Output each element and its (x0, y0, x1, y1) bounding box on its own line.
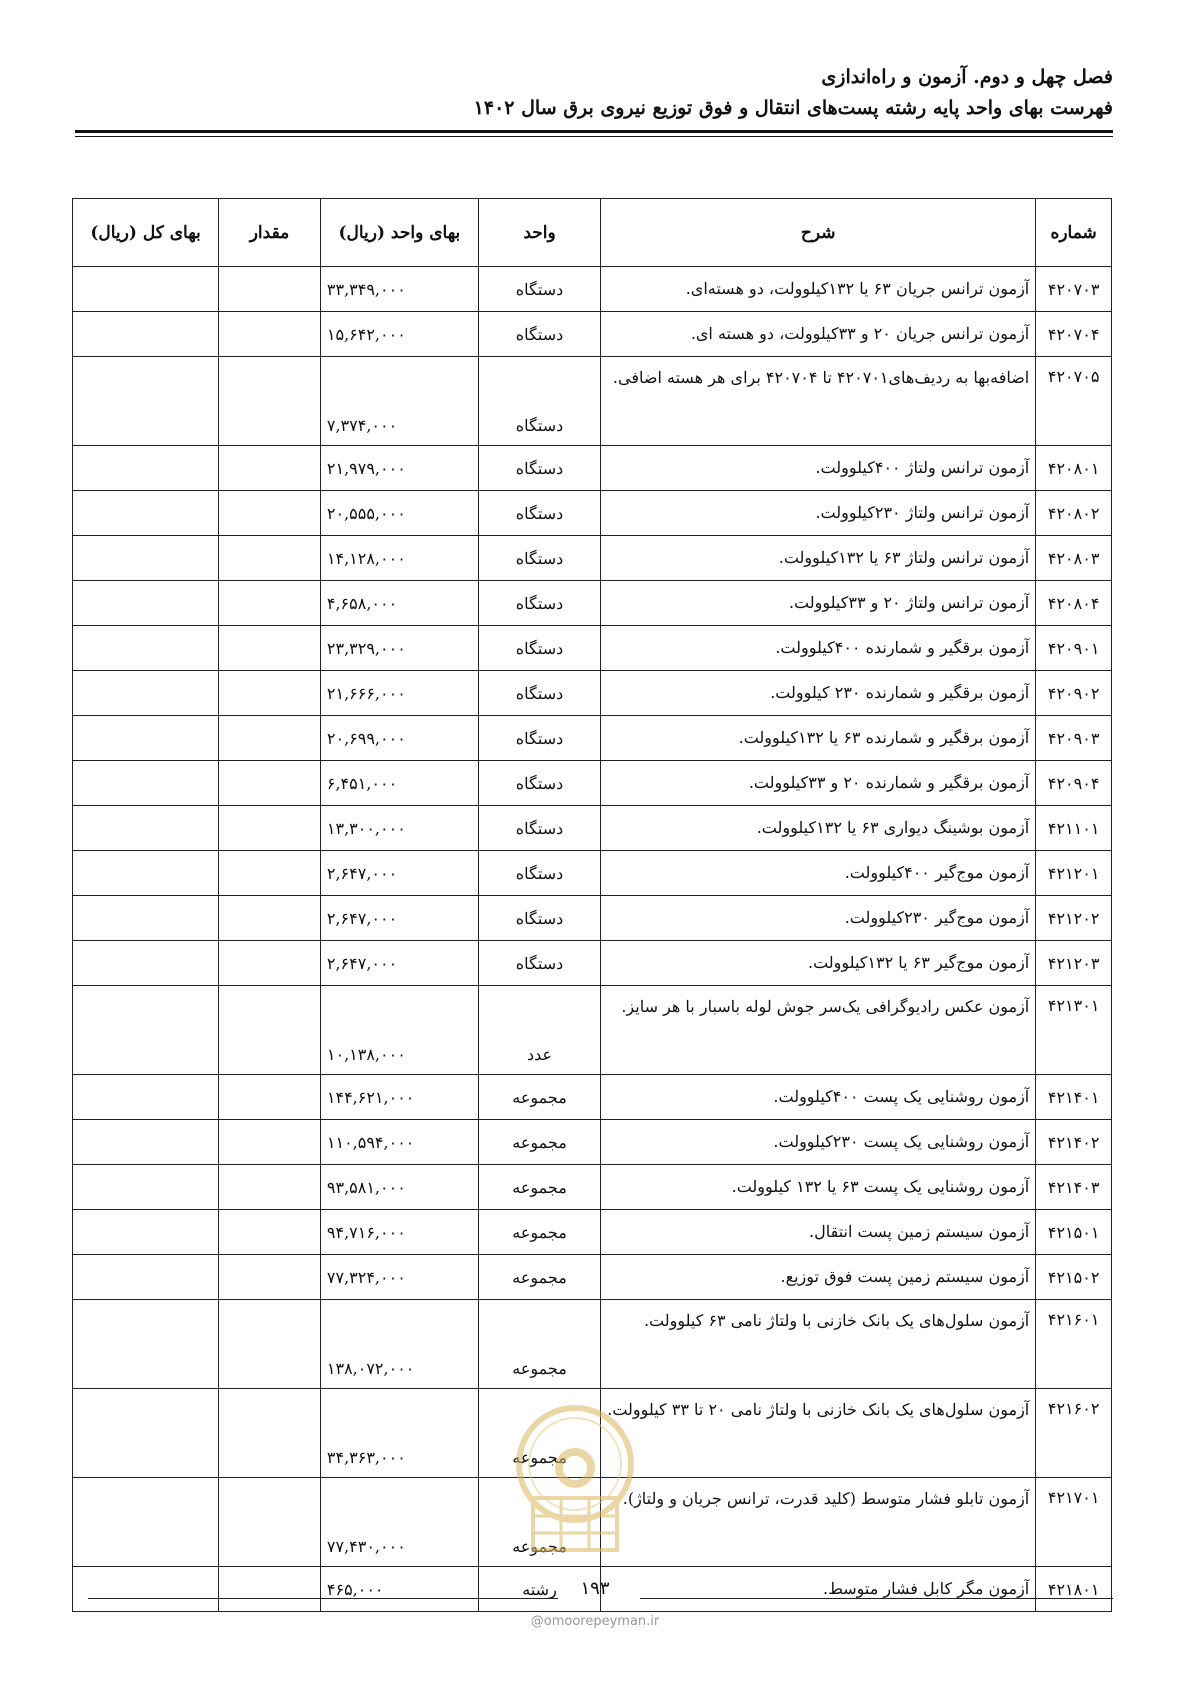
item-total (73, 851, 219, 896)
item-unit: مجموعه (478, 1389, 600, 1478)
item-total (73, 806, 219, 851)
item-code: ۴۲۰۹۰۳ (1036, 716, 1112, 761)
item-unit: دستگاه (478, 626, 600, 671)
item-qty (219, 1567, 321, 1612)
table-row (73, 806, 1112, 851)
table-row (73, 446, 1112, 491)
item-unit-price: ۳۴,۳۶۳,۰۰۰ (320, 1389, 478, 1478)
table-row (73, 491, 1112, 536)
item-code: ۴۲۱۸۰۱ (1036, 1567, 1112, 1612)
item-unit-price: ۴,۶۵۸,۰۰۰ (320, 581, 478, 626)
item-total (73, 312, 219, 357)
table-row (73, 851, 1112, 896)
item-total (73, 1300, 219, 1389)
item-code: ۴۲۱۲۰۲ (1036, 896, 1112, 941)
footer-rule-left (88, 1598, 558, 1599)
item-unit: مجموعه (478, 1478, 600, 1567)
chapter-title: فصل چهل و دوم. آزمون و راه‌اندازی (821, 66, 1113, 88)
item-code: ۴۲۰۹۰۲ (1036, 671, 1112, 716)
table-row (73, 267, 1112, 312)
item-description: اضافه‌بها به ردیف‌های۴۲۰۷۰۱ تا ۴۲۰۷۰۴ برای هر هسته اضافی. (601, 357, 1036, 446)
item-unit-price: ۹۴,۷۱۶,۰۰۰ (320, 1210, 478, 1255)
item-total (73, 626, 219, 671)
item-description: آزمون برقگیر و شمارنده ۶۳ یا ۱۳۲کیلوولت. (601, 716, 1036, 761)
item-code: ۴۲۱۴۰۲ (1036, 1120, 1112, 1165)
item-code: ۴۲۰۸۰۳ (1036, 536, 1112, 581)
item-code: ۴۲۱۳۰۱ (1036, 986, 1112, 1075)
item-unit: دستگاه (478, 851, 600, 896)
item-description: آزمون سلول‌های یک بانک خازنی با ولتاژ نامی ۶۳ کیلوولت. (601, 1300, 1036, 1389)
item-description: آزمون ترانس جریان ۲۰ و ۳۳کیلوولت، دو هسته ای. (601, 312, 1036, 357)
item-unit: دستگاه (478, 896, 600, 941)
item-unit: مجموعه (478, 1120, 600, 1165)
item-description: آزمون موج‌گیر ۶۳ یا ۱۳۲کیلوولت. (601, 941, 1036, 986)
item-unit-price: ۲,۶۴۷,۰۰۰ (320, 896, 478, 941)
item-qty (219, 1300, 321, 1389)
item-unit: دستگاه (478, 357, 600, 446)
item-code: ۴۲۱۵۰۲ (1036, 1255, 1112, 1300)
item-description: آزمون سلول‌های یک بانک خازنی با ولتاژ نامی ۲۰ تا ۳۳ کیلوولت. (601, 1389, 1036, 1478)
item-total (73, 357, 219, 446)
item-total (73, 446, 219, 491)
document-title: فهرست بهای واحد پایه رشته پست‌های انتقال و فوق توزیع نیروی برق سال ۱۴۰۲ (473, 97, 1113, 119)
item-qty (219, 1210, 321, 1255)
price-table (72, 198, 1112, 1612)
table-row (73, 986, 1112, 1075)
item-unit-price: ۲۱,۶۶۶,۰۰۰ (320, 671, 478, 716)
item-qty (219, 1255, 321, 1300)
item-description: آزمون ترانس جریان ۶۳ یا ۱۳۲کیلوولت، دو هسته‌ای. (601, 267, 1036, 312)
item-total (73, 491, 219, 536)
website-watermark: @omoorepeyman.ir (530, 1614, 660, 1629)
table-row (73, 1210, 1112, 1255)
item-total (73, 1478, 219, 1567)
item-description: آزمون بوشینگ دیواری ۶۳ یا ۱۳۲کیلوولت. (601, 806, 1036, 851)
item-qty (219, 1075, 321, 1120)
item-unit: دستگاه (478, 806, 600, 851)
item-unit-price: ۲,۶۴۷,۰۰۰ (320, 941, 478, 986)
item-total (73, 716, 219, 761)
item-unit-price: ۳۳,۳۴۹,۰۰۰ (320, 267, 478, 312)
item-description: آزمون ترانس ولتاژ ۶۳ یا ۱۳۲کیلوولت. (601, 536, 1036, 581)
item-qty (219, 1120, 321, 1165)
item-description: آزمون تابلو فشار متوسط (کلید قدرت، ترانس جریان و ولتاژ). (601, 1478, 1036, 1567)
item-description: آزمون سیستم زمین پست فوق توزیع. (601, 1255, 1036, 1300)
table-row (73, 1255, 1112, 1300)
item-total (73, 1075, 219, 1120)
footer-rule-right (640, 1598, 1113, 1599)
item-description: آزمون روشنایی یک پست ۶۳ یا ۱۳۲ کیلوولت. (601, 1165, 1036, 1210)
item-description: آزمون برقگیر و شمارنده ۲۰ و ۳۳کیلوولت. (601, 761, 1036, 806)
item-unit-price: ۲۰,۶۹۹,۰۰۰ (320, 716, 478, 761)
item-code: ۴۲۱۶۰۲ (1036, 1389, 1112, 1478)
item-code: ۴۲۱۵۰۱ (1036, 1210, 1112, 1255)
item-qty (219, 851, 321, 896)
item-unit: رشته (478, 1567, 600, 1612)
item-qty (219, 536, 321, 581)
item-total (73, 671, 219, 716)
col-header-unit: واحد (478, 199, 600, 267)
item-code: ۴۲۰۹۰۴ (1036, 761, 1112, 806)
table-row (73, 941, 1112, 986)
item-description: آزمون روشنایی یک پست ۴۰۰کیلوولت. (601, 1075, 1036, 1120)
col-header-desc: شرح (601, 199, 1036, 267)
item-unit: دستگاه (478, 941, 600, 986)
item-unit: عدد (478, 986, 600, 1075)
item-unit-price: ۱۴۴,۶۲۱,۰۰۰ (320, 1075, 478, 1120)
table-row (73, 761, 1112, 806)
item-description: آزمون برقگیر و شمارنده ۴۰۰کیلوولت. (601, 626, 1036, 671)
item-code: ۴۲۱۶۰۱ (1036, 1300, 1112, 1389)
item-total (73, 1210, 219, 1255)
col-header-qty: مقدار (219, 199, 321, 267)
header-rule-thick (75, 130, 1113, 133)
table-row (73, 896, 1112, 941)
item-unit-price: ۱۵,۶۴۲,۰۰۰ (320, 312, 478, 357)
item-unit: دستگاه (478, 267, 600, 312)
item-description: آزمون سیستم زمین پست انتقال. (601, 1210, 1036, 1255)
item-unit-price: ۱۱۰,۵۹۴,۰۰۰ (320, 1120, 478, 1165)
item-unit-price: ۲۰,۵۵۵,۰۰۰ (320, 491, 478, 536)
table-row (73, 581, 1112, 626)
item-qty (219, 896, 321, 941)
item-qty (219, 491, 321, 536)
table-row (73, 1300, 1112, 1389)
item-unit-price: ۱۴,۱۲۸,۰۰۰ (320, 536, 478, 581)
item-code: ۴۲۱۷۰۱ (1036, 1478, 1112, 1567)
item-unit-price: ۱۰,۱۳۸,۰۰۰ (320, 986, 478, 1075)
item-unit: دستگاه (478, 446, 600, 491)
item-total (73, 1120, 219, 1165)
item-unit-price: ۷۷,۳۲۴,۰۰۰ (320, 1255, 478, 1300)
item-qty (219, 806, 321, 851)
table-row (73, 1120, 1112, 1165)
item-unit: مجموعه (478, 1165, 600, 1210)
item-qty (219, 626, 321, 671)
table-header-row (73, 199, 1112, 267)
item-unit: دستگاه (478, 536, 600, 581)
item-description: آزمون ترانس ولتاژ ۴۰۰کیلوولت. (601, 446, 1036, 491)
item-unit: دستگاه (478, 671, 600, 716)
item-code: ۴۲۰۸۰۱ (1036, 446, 1112, 491)
item-unit-price: ۱۳,۳۰۰,۰۰۰ (320, 806, 478, 851)
item-qty (219, 446, 321, 491)
item-code: ۴۲۰۷۰۳ (1036, 267, 1112, 312)
item-unit-price: ۴۶۵,۰۰۰ (320, 1567, 478, 1612)
item-qty (219, 1165, 321, 1210)
table-row (73, 671, 1112, 716)
item-description: آزمون عکس رادیوگرافی یک‌سر جوش لوله باسبار با هر سایز. (601, 986, 1036, 1075)
item-qty (219, 267, 321, 312)
table-row (73, 536, 1112, 581)
item-unit: دستگاه (478, 761, 600, 806)
item-unit: مجموعه (478, 1255, 600, 1300)
table-row (73, 357, 1112, 446)
item-unit: دستگاه (478, 312, 600, 357)
item-qty (219, 581, 321, 626)
col-header-unit-price: بهای واحد (ریال) (320, 199, 478, 267)
item-code: ۴۲۰۷۰۵ (1036, 357, 1112, 446)
item-code: ۴۲۱۲۰۳ (1036, 941, 1112, 986)
col-header-total: بهای کل (ریال) (73, 199, 219, 267)
table-row (73, 1165, 1112, 1210)
item-code: ۴۲۱۲۰۱ (1036, 851, 1112, 896)
item-description: آزمون موج‌گیر ۴۰۰کیلوولت. (601, 851, 1036, 896)
item-total (73, 1389, 219, 1478)
item-description: آزمون روشنایی یک پست ۲۳۰کیلوولت. (601, 1120, 1036, 1165)
item-total (73, 941, 219, 986)
item-qty (219, 761, 321, 806)
item-description: آزمون مگر کابل فشار متوسط. (601, 1567, 1036, 1612)
item-description: آزمون موج‌گیر ۲۳۰کیلوولت. (601, 896, 1036, 941)
item-description: آزمون ترانس ولتاژ ۲۳۰کیلوولت. (601, 491, 1036, 536)
item-code: ۴۲۰۸۰۲ (1036, 491, 1112, 536)
item-code: ۴۲۰۸۰۴ (1036, 581, 1112, 626)
item-unit-price: ۱۳۸,۰۷۲,۰۰۰ (320, 1300, 478, 1389)
item-unit: مجموعه (478, 1210, 600, 1255)
item-qty (219, 986, 321, 1075)
watermark-logo-icon (505, 1402, 645, 1562)
item-total (73, 267, 219, 312)
item-code: ۴۲۰۹۰۱ (1036, 626, 1112, 671)
item-code: ۴۲۰۷۰۴ (1036, 312, 1112, 357)
col-header-code: شماره (1036, 199, 1112, 267)
page-number: ۱۹۳ (580, 1578, 610, 1599)
item-description: آزمون ترانس ولتاژ ۲۰ و ۳۳کیلوولت. (601, 581, 1036, 626)
item-qty (219, 312, 321, 357)
item-unit-price: ۲۱,۹۷۹,۰۰۰ (320, 446, 478, 491)
item-unit: مجموعه (478, 1300, 600, 1389)
item-unit-price: ۹۳,۵۸۱,۰۰۰ (320, 1165, 478, 1210)
item-qty (219, 1389, 321, 1478)
item-unit-price: ۲۳,۳۲۹,۰۰۰ (320, 626, 478, 671)
item-unit-price: ۶,۴۵۱,۰۰۰ (320, 761, 478, 806)
item-unit: دستگاه (478, 581, 600, 626)
table-row (73, 1075, 1112, 1120)
item-unit: مجموعه (478, 1075, 600, 1120)
item-unit: دستگاه (478, 491, 600, 536)
item-code: ۴۲۱۴۰۱ (1036, 1075, 1112, 1120)
item-qty (219, 716, 321, 761)
table-row (73, 716, 1112, 761)
item-code: ۴۲۱۱۰۱ (1036, 806, 1112, 851)
item-unit-price: ۲,۶۴۷,۰۰۰ (320, 851, 478, 896)
item-total (73, 1165, 219, 1210)
table-row (73, 626, 1112, 671)
item-total (73, 1255, 219, 1300)
item-total (73, 986, 219, 1075)
item-total (73, 1567, 219, 1612)
item-qty (219, 941, 321, 986)
item-qty (219, 1478, 321, 1567)
item-unit-price: ۷۷,۴۳۰,۰۰۰ (320, 1478, 478, 1567)
item-total (73, 761, 219, 806)
item-total (73, 896, 219, 941)
item-unit: دستگاه (478, 716, 600, 761)
item-qty (219, 671, 321, 716)
header-rule-thin (75, 136, 1113, 137)
page-header (75, 62, 1113, 124)
table-row (73, 312, 1112, 357)
item-total (73, 536, 219, 581)
item-unit-price: ۷,۳۷۴,۰۰۰ (320, 357, 478, 446)
item-qty (219, 357, 321, 446)
item-code: ۴۲۱۴۰۳ (1036, 1165, 1112, 1210)
item-description: آزمون برقگیر و شمارنده ۲۳۰ کیلوولت. (601, 671, 1036, 716)
item-total (73, 581, 219, 626)
